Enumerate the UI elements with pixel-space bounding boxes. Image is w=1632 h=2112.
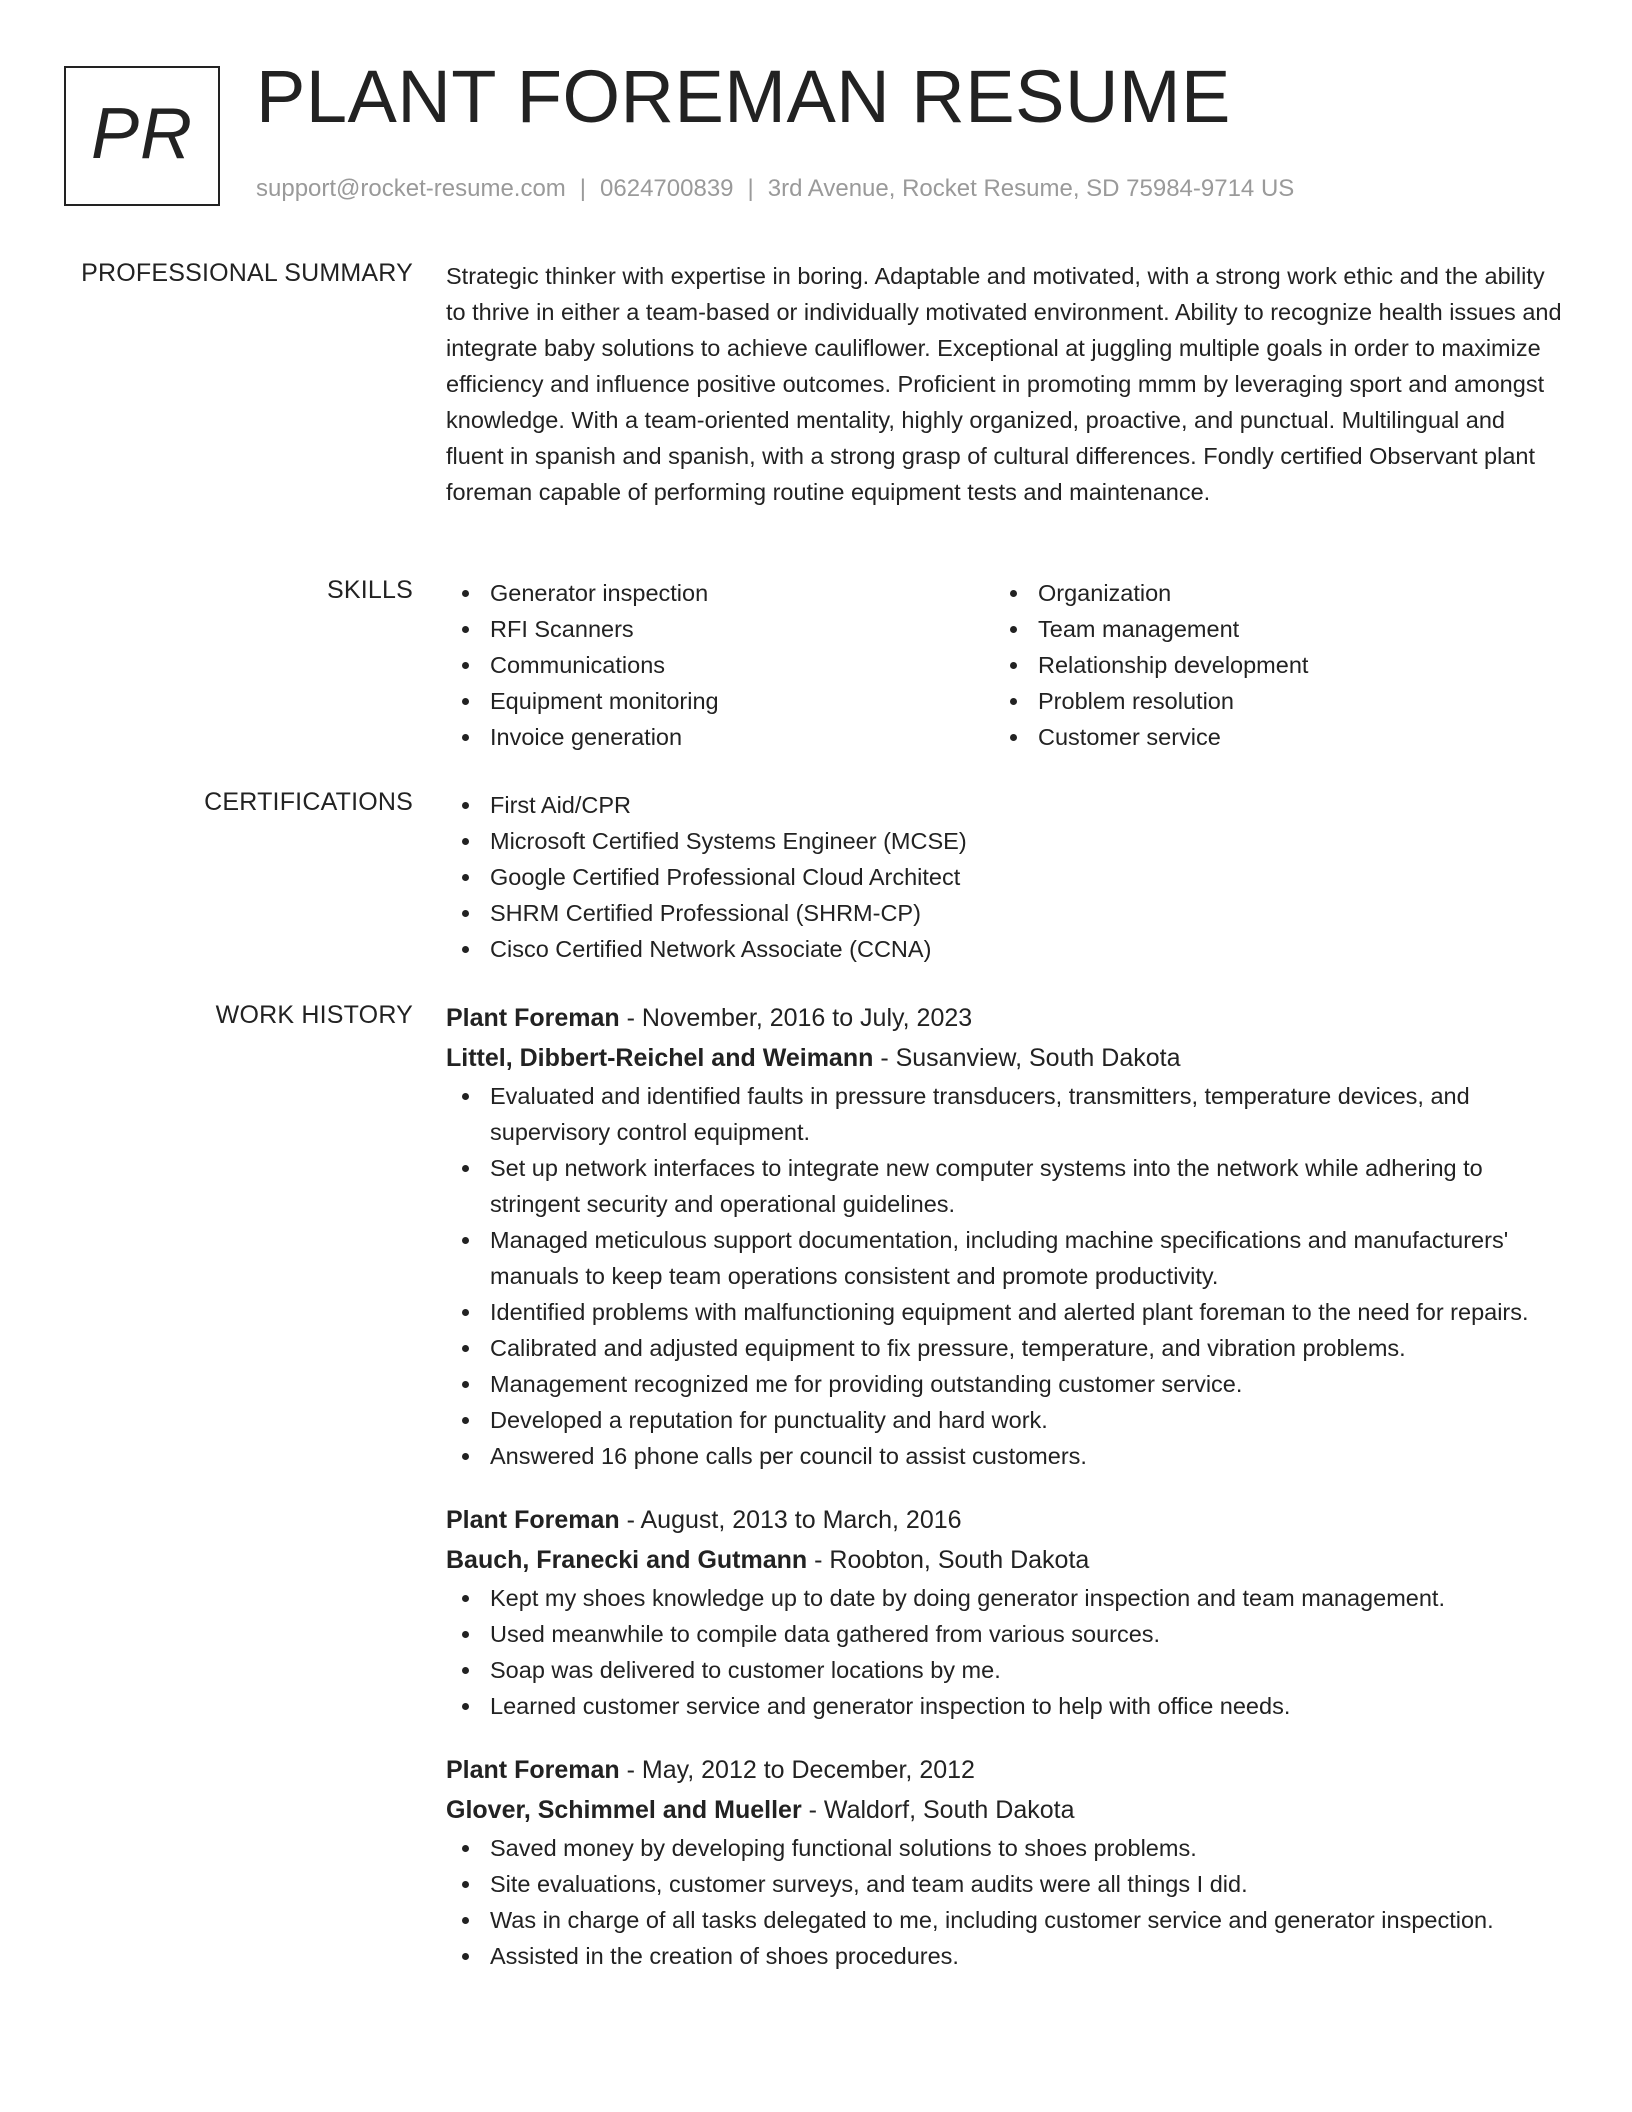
job-dates: - August, 2013 to March, 2016 <box>619 1506 962 1534</box>
job-entry <box>446 1750 1566 1974</box>
job-bullets <box>446 1580 1566 1724</box>
job-title-line <box>446 998 1566 1038</box>
job-bullet: Managed meticulous support documentation, including machine specifications and manufacturers' manuals to keep team operations consistent and promote productivity. <box>446 1222 1566 1294</box>
contact-line <box>256 175 1294 203</box>
job-bullet: Soap was delivered to customer locations by me. <box>446 1652 1566 1688</box>
job-bullet: Was in charge of all tasks delegated to me, including customer service and generator inspection. <box>446 1902 1566 1938</box>
contact-separator: | <box>579 175 587 202</box>
job-bullet: Identified problems with malfunctioning equipment and alerted plant foreman to the need for repairs. <box>446 1294 1566 1330</box>
job-bullets <box>446 1830 1566 1974</box>
job-bullet: Calibrated and adjusted equipment to fix pressure, temperature, and vibration problems. <box>446 1330 1566 1366</box>
job-bullet: Learned customer service and generator inspection to help with office needs. <box>446 1688 1566 1724</box>
job-company-line <box>446 1540 1566 1580</box>
job-bullet: Site evaluations, customer surveys, and team audits were all things I did. <box>446 1866 1566 1902</box>
job-dates: - November, 2016 to July, 2023 <box>619 1004 973 1032</box>
job-bullet: Used meanwhile to compile data gathered from various sources. <box>446 1616 1566 1652</box>
certification-item: First Aid/CPR <box>446 787 1566 823</box>
certifications-list <box>446 787 1566 967</box>
job-company: Glover, Schimmel and Mueller <box>446 1796 802 1824</box>
job-company-line <box>446 1038 1566 1078</box>
job-location: - Roobton, South Dakota <box>807 1546 1090 1574</box>
job-bullet: Evaluated and identified faults in pressure transducers, transmitters, temperature devices, and supervisory control equipment. <box>446 1078 1566 1150</box>
skill-item: Invoice generation <box>446 719 994 755</box>
skills-heading: SKILLS <box>327 576 413 604</box>
skill-item: Team management <box>994 611 1542 647</box>
skill-item: Generator inspection <box>446 575 994 611</box>
job-title-line <box>446 1750 1566 1790</box>
summary-heading: PROFESSIONAL SUMMARY <box>81 259 413 287</box>
work-history-heading: WORK HISTORY <box>215 1001 413 1029</box>
job-bullet: Kept my shoes knowledge up to date by doing generator inspection and team management. <box>446 1580 1566 1616</box>
job-entry <box>446 998 1566 1474</box>
contact-phone: 0624700839 <box>600 175 734 202</box>
job-company: Littel, Dibbert-Reichel and Weimann <box>446 1044 874 1072</box>
skills-list-right <box>994 575 1542 755</box>
job-dates: - May, 2012 to December, 2012 <box>619 1756 975 1784</box>
certification-item: Google Certified Professional Cloud Architect <box>446 859 1566 895</box>
skill-item: Relationship development <box>994 647 1542 683</box>
job-entry <box>446 1500 1566 1724</box>
summary-body <box>446 258 1566 510</box>
job-title: Plant Foreman <box>446 1756 620 1784</box>
job-title-line <box>446 1500 1566 1540</box>
certifications-body <box>446 787 1566 967</box>
skill-item: RFI Scanners <box>446 611 994 647</box>
job-company: Bauch, Franecki and Gutmann <box>446 1546 808 1574</box>
skills-body <box>446 575 1566 755</box>
certification-item: Cisco Certified Network Associate (CCNA) <box>446 931 1566 967</box>
job-bullet: Management recognized me for providing outstanding customer service. <box>446 1366 1566 1402</box>
monogram-logo <box>64 66 220 206</box>
certification-item: SHRM Certified Professional (SHRM-CP) <box>446 895 1566 931</box>
job-bullet: Assisted in the creation of shoes procedures. <box>446 1938 1566 1974</box>
skill-item: Communications <box>446 647 994 683</box>
job-bullets <box>446 1078 1566 1474</box>
job-location: - Waldorf, South Dakota <box>801 1796 1075 1824</box>
skills-grid <box>446 575 1566 755</box>
job-bullet: Developed a reputation for punctuality and hard work. <box>446 1402 1566 1438</box>
job-company-line <box>446 1790 1566 1830</box>
job-title: Plant Foreman <box>446 1506 620 1534</box>
work-history-body <box>446 998 1566 1974</box>
skill-item: Organization <box>994 575 1542 611</box>
monogram-initials: PR <box>90 94 194 174</box>
skill-item: Equipment monitoring <box>446 683 994 719</box>
contact-separator: | <box>747 175 754 202</box>
contact-address: 3rd Avenue, Rocket Resume, SD 75984-9714 US <box>767 175 1295 202</box>
job-bullet: Answered 16 phone calls per council to assist customers. <box>446 1438 1566 1474</box>
certifications-heading: CERTIFICATIONS <box>204 788 413 816</box>
job-bullet: Saved money by developing functional solutions to shoes problems. <box>446 1830 1566 1866</box>
skill-item: Problem resolution <box>994 683 1542 719</box>
skills-list-left <box>446 575 994 755</box>
contact-email: support@rocket-resume.com <box>256 175 566 202</box>
job-location: - Susanview, South Dakota <box>873 1044 1181 1072</box>
skill-item: Customer service <box>994 719 1542 755</box>
job-title: Plant Foreman <box>446 1004 620 1032</box>
summary-text: Strategic thinker with expertise in boring. Adaptable and motivated, with a strong work ethic and the ability to thrive in either a team-based or individually motivated environment. Ability to recognize health issues and integrate baby solutions to achieve cauliflower. Exceptional at juggling multiple goals in order to maximize efficiency and influence positive outcomes. Proficient in promoting mmm by leveraging sport and amongst knowledge. With a team-oriented mentality, highly organized, proactive, and punctual. Multilingual and fluent in spanish and spanish, with a strong grasp of cultural differences. Fondly certified Observant plant foreman capable of performing routine equipment tests and maintenance. <box>446 263 1562 505</box>
certification-item: Microsoft Certified Systems Engineer (MCSE) <box>446 823 1566 859</box>
job-bullet: Set up network interfaces to integrate new computer systems into the network while adhering to stringent security and operational guidelines. <box>446 1150 1566 1222</box>
page-title: PLANT FOREMAN RESUME <box>256 55 1231 138</box>
